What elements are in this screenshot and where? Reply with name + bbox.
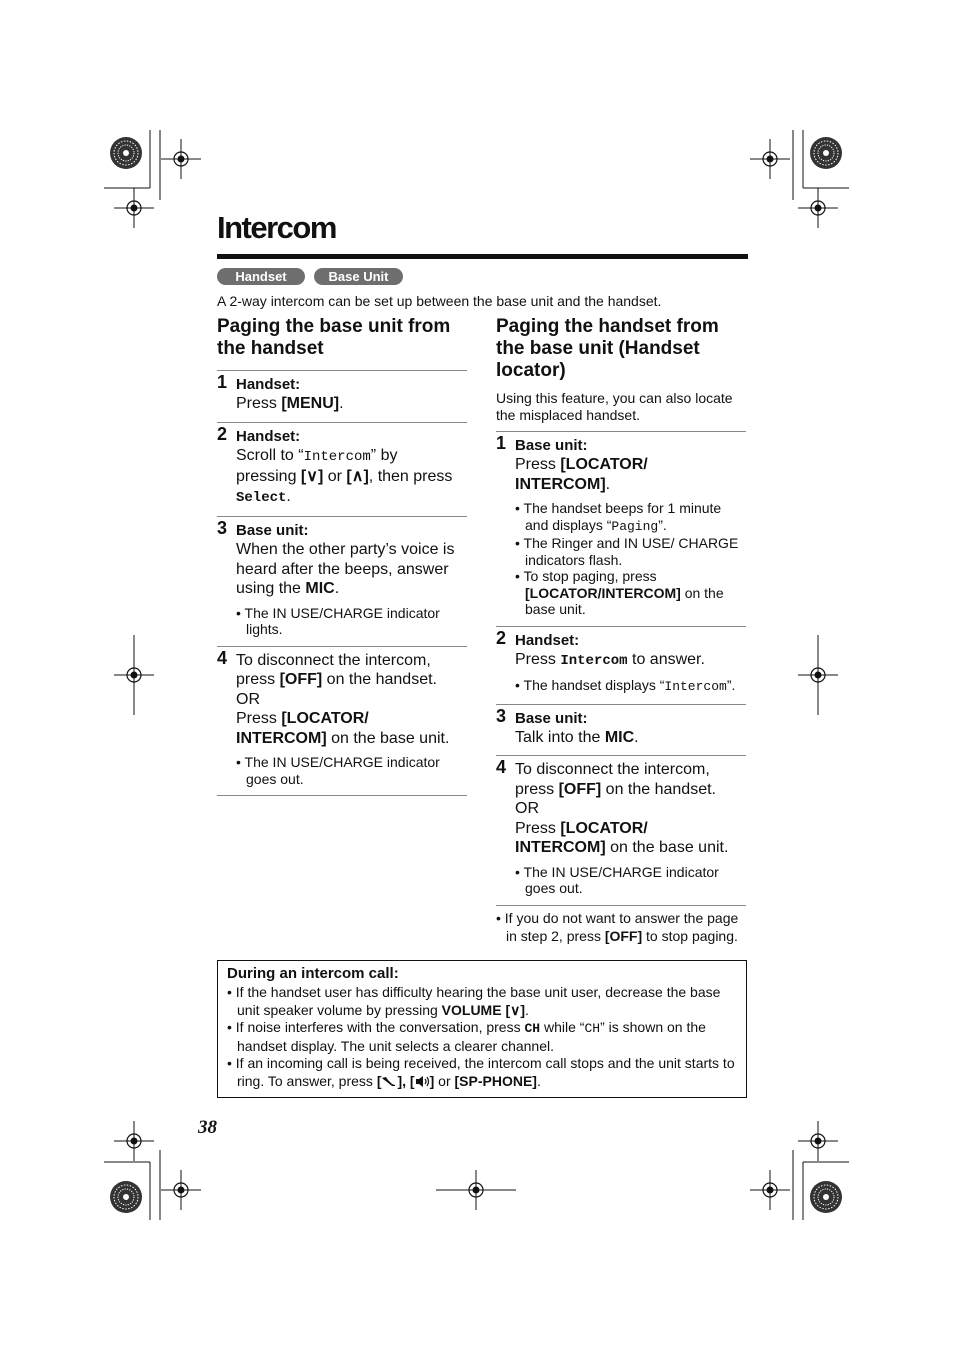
right-description: Using this feature, you can also locate the misplaced handset. [496,390,733,423]
bullet-note: • The IN USE/CHARGE indicator goes out. [515,863,719,896]
page-title: Intercom [217,210,336,245]
divider [496,905,746,906]
step-number: 2 [217,423,228,444]
page-number: 38 [198,1117,217,1138]
bullet-note: • The IN USE/CHARGE indicator goes out. [236,754,440,787]
bullet-note: • The IN USE/CHARGE indicator lights. [236,604,440,637]
left-column [217,316,467,796]
tail-note: • If you do not want to answer the page in step 2, press [OFF] to stop paging. [496,909,739,944]
step-number: 3 [217,518,228,538]
bullet-note: • To stop paging, press [LOCATOR/INTERCOM] on the base unit. [515,568,724,617]
bullet-note: • The Ringer and IN USE/ CHARGE indicators flash. [515,535,739,568]
right-column [496,316,746,945]
intro-text: A 2-way intercom can be set up between the base unit and the handset. [217,293,662,309]
right-heading: Paging the handset from the base unit (Handset locator) [496,316,719,381]
note-bullet: • If the handset user has difficulty hearing the base unit user, decrease the base unit speaker volume by pressing VOLUME [∨]. [227,984,721,1018]
left-step-3: 3 Base unit: When the other party’s voice is heard after the beeps, answer using the MIC. • The IN USE/CHARGE indicator lights. [217,516,467,646]
divider [217,795,467,796]
title-rule [217,254,748,259]
bullet-note: • The handset beeps for 1 minute and displays “Paging”. [515,500,722,534]
talk-phone-icon [381,1076,397,1087]
tag-handset: Handset [217,268,305,285]
note-heading: During an intercom call: [227,965,399,982]
left-step-2: 2 Handset: Scroll to “Intercom” by pressing [∨] or [∧], then press Select. [217,422,467,517]
step-number: 1 [496,433,507,453]
step-number: 2 [496,627,507,648]
speaker-phone-icon [415,1075,430,1088]
note-bullet: • If noise interferes with the conversation, press CH while “CH” is shown on the handset display. The unit selects a clearer channel. [227,1019,706,1054]
right-step-2: 2 Handset: Press Intercom to answer. • The handset displays “Intercom”. [496,626,746,704]
intercom-call-note-box [217,960,747,1098]
step-number: 4 [217,647,228,668]
step-number: 4 [496,757,507,777]
note-bullet: • If an incoming call is being received, the intercom call stops and the unit starts to ring. To answer, press [ ], [ ] or [SP-PHONE]. [227,1055,735,1089]
right-step-4: 4 To disconnect the intercom, press [OFF] on the handset. OR Press [LOCATOR/ INTERCOM] on the base unit. • The IN USE/CHARGE indicator goes out. [496,755,746,905]
tag-base-unit: Base Unit [314,268,403,285]
step-number: 1 [217,372,228,392]
left-heading: Paging the base unit from the handset [217,316,451,359]
bullet-note: • The handset displays “Intercom”. [515,677,736,694]
right-step-3: 3 Base unit: Talk into the MIC. [496,704,746,756]
right-step-1: 1 Base unit: Press [LOCATOR/ INTERCOM]. • The handset beeps for 1 minute and displays “Paging”. • The Ringer and IN USE/ CHARGE indicators flash. • To stop paging, press [LOCATOR/INTERCOM] on the base unit. [496,431,746,626]
step-number: 3 [496,705,507,726]
left-step-1: 1 Handset: Press [MENU]. [217,370,467,422]
left-step-4: 4 To disconnect the intercom, press [OFF] on the handset. OR Press [LOCATOR/ INTERCOM] on the base unit. • The IN USE/CHARGE indicator goes out. [217,646,467,796]
